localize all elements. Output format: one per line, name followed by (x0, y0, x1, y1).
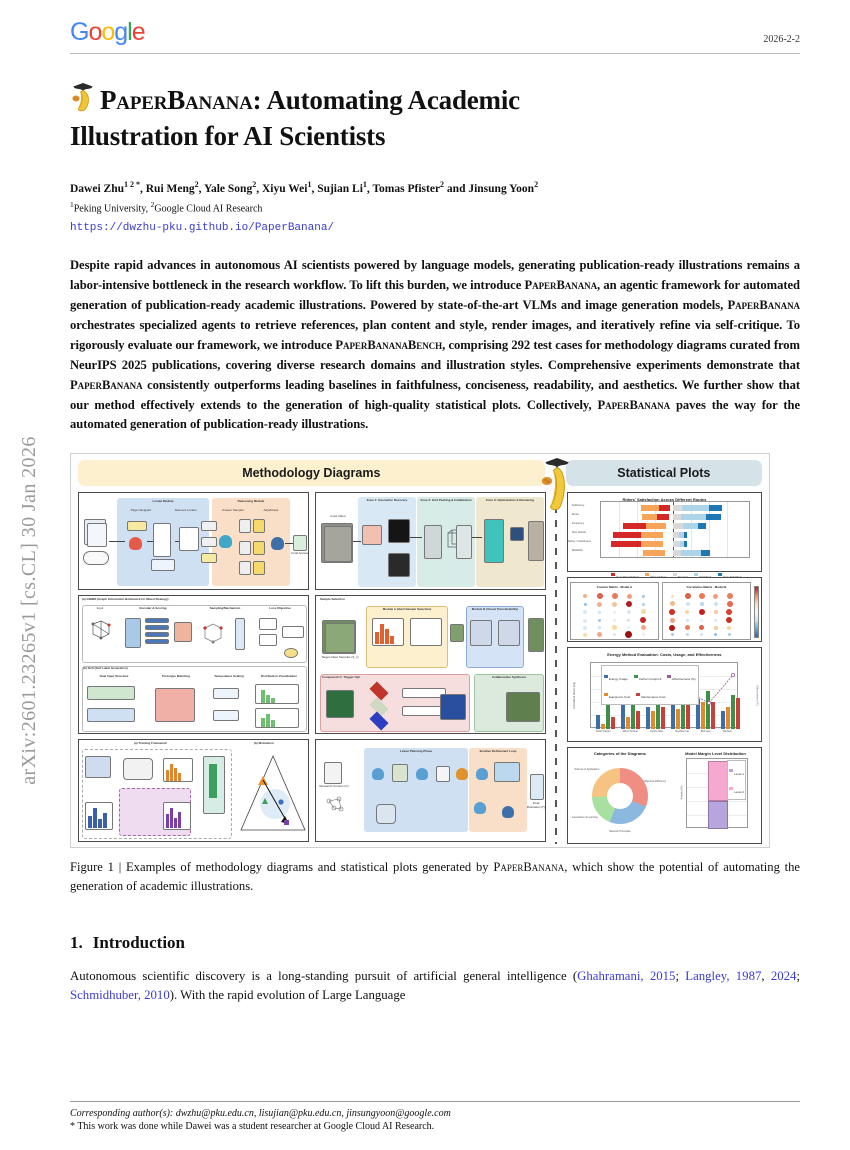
abstract-brand-4: PaperBanana (70, 377, 143, 392)
legend-swatch (611, 573, 615, 576)
paper-page (70, 0, 800, 1150)
abstract-brand-3: PaperBananaBench (335, 337, 443, 352)
author-sup: 1 2 * (124, 179, 140, 189)
stage-label-distribution-viz: Distribution Visualization (261, 674, 297, 679)
abstract-brand-2: PaperBanana (727, 298, 800, 313)
banana-graduate-icon (70, 82, 96, 120)
panel-gibbs-sld (78, 595, 309, 734)
publication-date: 2026-2-2 (763, 34, 800, 45)
legend-label: Energy Usage (608, 677, 628, 681)
figure-banners (78, 460, 762, 488)
sub-label-page-navigator: Page Navigator (130, 508, 152, 513)
arxiv-stamp-text: arXiv:2601.23265v1 [cs.CL] 30 Jan 2026 (17, 435, 40, 785)
methodology-diagrams-column (78, 492, 546, 844)
abstract-p5: consistently outperforms leading baselines in faithfulness, conciseness, readability, and aesthetics. We further show that our method effectively extends to the generation of high-quality statistical plots. Collectively, (70, 377, 800, 412)
donut-label-network: Network Principles (609, 829, 631, 833)
author-list: Dawei Zhu$^{1 2 *}$, Rui Meng$^2$, Yale Song$^2$, Xiyu Wei$^1$, Sujian Li$^1$, Tomas Pfister$^2$ and Jinsung Yoon$^2$ (70, 179, 539, 195)
panel-agent-pipeline (315, 739, 546, 842)
xtick-label: Solar Panels (595, 730, 611, 733)
ytick-label: New Vehicle (571, 531, 587, 535)
module-label-b: Module B (Visual Transferability) (471, 607, 519, 612)
affiliation-2: Google Cloud AI Research (154, 203, 263, 215)
stage-label-dual-input: Dual Input Structure (99, 674, 129, 679)
chart-title-categories: Categories of the Diagrams (593, 751, 646, 757)
legend-label: Maintenance Cost (641, 695, 666, 699)
panel-energy-bars (567, 647, 762, 742)
module-label-a: Module A (Hard Sample Selection) (382, 607, 432, 612)
y-axis-label: Percent (%) (680, 785, 684, 800)
node-label-target-class: Target Class Samples (S_c) (321, 655, 359, 660)
legend-swatch (694, 573, 698, 576)
legend-swatch (718, 573, 722, 576)
project-url-link[interactable]: https://dwzhu-pku.github.io/PaperBanana/ (70, 222, 335, 235)
page-title (70, 82, 800, 153)
methodology-subcolumn-right (315, 492, 546, 844)
chart-title-matrix-a: Counter Matrix - Model A (596, 584, 633, 589)
xtick-label: Wind Turbine (622, 730, 638, 733)
caption-separator: | (118, 860, 122, 875)
author-name: Yale Song (203, 182, 253, 195)
footnote-work-note: * This work was done while Dawei was a student researcher at Google Cloud AI Research. (70, 1121, 435, 1132)
panel-title-gibbs: (a) GIBMS (Graph Information Bottleneck for Mixed Strategy) (82, 597, 169, 602)
panel-diverging-likert (567, 492, 762, 572)
legend-swatch (673, 573, 677, 576)
stage-label-temperature-scaling: Temperature Scaling (214, 674, 244, 679)
ytick-label: Frequency (571, 522, 585, 526)
sub-label-answer-sampler: Answer Sampler (221, 508, 244, 513)
google-logo: Google (70, 18, 145, 46)
caption-text-2: , which show the potential of automating the generation of academic illustrations. (70, 860, 801, 893)
stage-label-input: Input (96, 606, 104, 611)
intro-text-1: Autonomous scientific discovery is a long-standing pursuit of artificial general intelligence ( (70, 968, 578, 983)
zone-label-2: Zone 2: Grid Packing & Initialization (420, 498, 472, 503)
column-divider (546, 492, 567, 844)
panel-title-motivation: (b) Motivation (254, 741, 274, 746)
figure-caption (70, 858, 800, 895)
ytick-label: Sufficiency (571, 504, 585, 508)
xtick-label: Biomass (700, 730, 711, 733)
stage-label-prototype-matching: Prototype Matching (161, 674, 190, 679)
node-label-final-illustration: Final Illustration (I*) (526, 801, 546, 809)
author-name: Tomas Pfister (372, 182, 441, 195)
phase-label-linear-planning: Linear Planning Phase (399, 749, 433, 754)
intro-text-2: ). With the rapid evolution of Large Language (169, 988, 406, 1003)
intro-sep-3: ; (796, 968, 800, 983)
affiliations (70, 200, 800, 214)
node-label-input-video: Input Video (330, 514, 346, 519)
section-heading-introduction (70, 933, 800, 953)
panel-training-framework (78, 739, 309, 842)
statistical-plots-column (567, 492, 762, 844)
phase-label-iterative-refinement: Iterative Refinement Loop (479, 749, 517, 754)
chart-title-margin-dist: Model Margin Level Distribution (685, 751, 746, 757)
sub-label-adjudicator: Adjudicator (263, 508, 279, 513)
citation-schmidhuber[interactable]: Schmidhuber, 2010 (70, 988, 170, 1003)
author-sup: 2 (252, 179, 257, 189)
component-label-trigger-opt: Component C: Trigger Opt. (322, 675, 361, 680)
panel-title-sld: (b) SLD (Soft Label Generation) (83, 666, 128, 671)
donut-chart (592, 768, 648, 824)
author-name: and Jinsung Yoon (446, 182, 535, 195)
citation-langley-1987[interactable]: Langley, 1987 (685, 968, 762, 983)
abstract-p6: paves the way for the automated generation of publication-ready illustrations. (70, 397, 800, 432)
footnote-corresponding-author: Corresponding author(s): dwzhu@pku.edu.cn, lisujian@pku.edu.cn, jinsungyoon@google.com (70, 1108, 451, 1119)
abstract-p2: , an agentic framework for automated generation of publication-ready academic illustrations. Powered by state-of-the-art VLMs and image generation models, (70, 278, 800, 313)
node-label-final-answer: Final Answer (291, 551, 309, 556)
chart-title-energy: Energy Method Evaluation: Costs, Usage, and Effectiveness (607, 651, 722, 657)
donut-label-objective: Objective Efficiency (643, 779, 667, 783)
figure-body (78, 492, 762, 844)
chart-title-matrix-b: Correlation Matrix - Model B (686, 584, 727, 589)
ytick-label: Route (571, 513, 579, 517)
author-name: Rui Meng (145, 182, 195, 195)
section-number: 1. (70, 932, 83, 952)
abstract-brand-1: PaperBanana (524, 278, 598, 293)
arxiv-stamp (6, 300, 52, 920)
title-line2: Illustration for AI Scientists (70, 120, 386, 151)
chart-title-satisfaction: Riders' Satisfaction Across Different Routes (622, 496, 707, 502)
abstract-p4: , comprising 292 test cases for methodology diagrams curated from NeurIPS 2025 publications, covering diverse research domains and illustration styles. Comprehensive experiments demonstrate that (70, 337, 800, 372)
author-name: Xiyu Wei (261, 182, 308, 195)
sub-label-element-locator: Element Locator (175, 508, 197, 513)
node-label-research-context: Research Context (C) (319, 784, 349, 789)
panel-sample-selection (315, 595, 546, 734)
author-sup: 2 (534, 179, 539, 189)
component-label-collab-synth: Collaborative Synthesis (491, 675, 526, 680)
panel-bubble-matrix (567, 577, 762, 642)
abstract (70, 256, 800, 435)
legend-swatch (645, 573, 649, 576)
colorbar (754, 586, 759, 638)
xtick-label: Geothermal (675, 730, 689, 733)
ytick-label: Reliability (571, 549, 583, 553)
panel-title-training-framework: (a) Training Framework (134, 741, 168, 746)
title-brand: PaperBanana (100, 85, 253, 115)
masthead (70, 0, 800, 54)
section-title: Introduction (92, 932, 186, 952)
affiliation-marker: 1 (70, 199, 74, 209)
intro-sep-1: ; (675, 968, 686, 983)
footnote-block (70, 1101, 800, 1132)
affiliation-marker: 2 (150, 199, 155, 209)
panel-title-sample-selection: Sample Selection (320, 597, 345, 602)
author-sup: 1 (307, 179, 312, 189)
caption-text-1: Examples of methodology diagrams and statistical plots generated by (121, 860, 494, 875)
legend-label: Effectiveness (%) (672, 677, 696, 681)
introduction-paragraph (70, 967, 800, 1005)
methodology-subcolumn-left (78, 492, 309, 844)
author-sup: 2 (440, 179, 445, 189)
y2-axis-label: Effectiveness (%) (755, 684, 759, 706)
author-sup: 1 (362, 179, 367, 189)
figure-1 (70, 453, 770, 848)
panel-zones (315, 492, 546, 590)
section-label-locate-module: Locate Module (152, 499, 174, 504)
author-name: Dawei Zhu (70, 182, 124, 195)
panel-donut-stacked (567, 747, 762, 845)
legend-label: Level-1 (734, 771, 744, 776)
y-axis-label: Normalized Metric (log) (573, 681, 577, 709)
abstract-p3: orchestrates specialized agents to retrieve references, plan content and style, render images, and iteratively refine via self-critique. To rigorously evaluate our framework, we introduce (70, 317, 800, 352)
caption-brand: PaperBanana (493, 860, 565, 875)
ytick-label: Safety / Cleanliness (567, 540, 591, 544)
legend-label: Carbon Footprint (638, 677, 662, 681)
intro-sep-2: , (761, 968, 771, 983)
panel-locate-reason (78, 492, 309, 590)
stage-label-loss-objective: Loss Objective (269, 606, 291, 611)
stage-label-encoder-scoring: Encoder & Scoring (139, 606, 167, 611)
citation-ghahramani[interactable]: Ghahramani, 2015 (577, 968, 676, 983)
title-rest-line1: : Automating Academic (252, 85, 520, 115)
donut-label-generative: Generative & Learning (571, 815, 598, 819)
zone-label-3: Zone 3: Optimization & Rendering (485, 498, 535, 503)
abstract-p1: Despite rapid advances in autonomous AI scientists powered by language models, generating publication-ready illustrations remains a labor-intensive bottleneck in the research workflow. To lift this burden, we introduce (70, 258, 800, 293)
stage-label-sampling: Sampling/Mechanism (209, 606, 241, 611)
legend-label: Level-2 (734, 789, 744, 794)
xtick-label: Hydro Dam (649, 730, 664, 733)
caption-label: Figure 1 (70, 860, 114, 875)
section-label-reasoning-module: Reasoning Module (237, 499, 265, 504)
banner-statistical-plots: Statistical Plots (566, 460, 762, 486)
banana-graduate-icon (540, 456, 574, 512)
author-name: Sujian Li (317, 182, 363, 195)
banner-methodology-diagrams: Methodology Diagrams (78, 460, 545, 486)
zone-label-1: Zone 1: Geometric Recovery (366, 498, 408, 503)
xtick-label: Nuclear (722, 730, 732, 733)
citation-langley-2024[interactable]: 2024 (770, 968, 797, 983)
donut-label-science: Science & Application (574, 767, 600, 771)
author-sup: 2 (194, 179, 199, 189)
abstract-brand-5: PaperBanana (597, 397, 671, 412)
affiliation-1: Peking University, (73, 203, 149, 215)
legend-label: Equipment Cost (608, 695, 631, 699)
